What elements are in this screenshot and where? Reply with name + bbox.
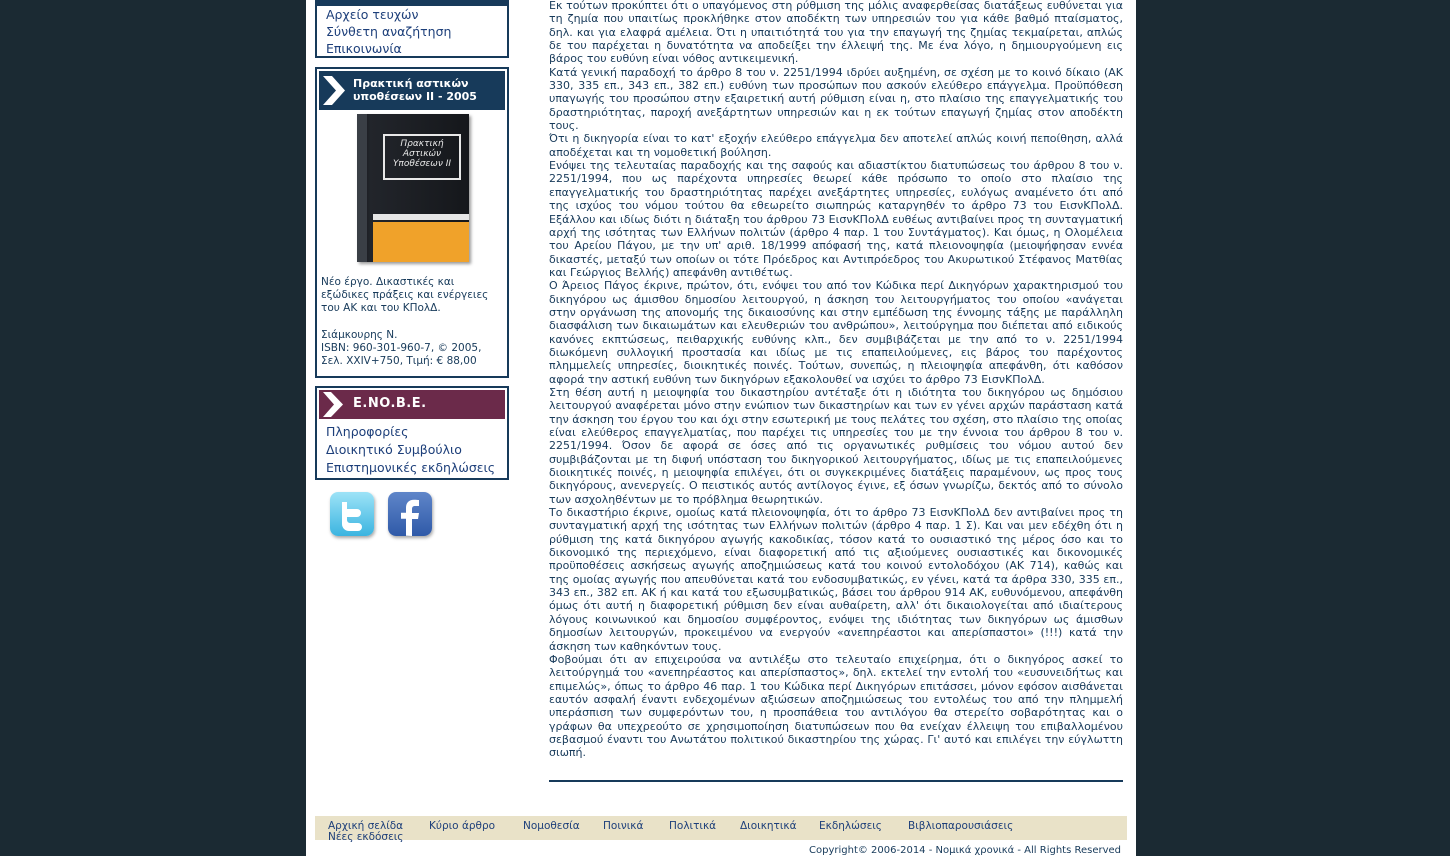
copyright-notice: Copyright© 2006-2014 - Νομικά χρονικά - All Rights Reserved (809, 845, 1122, 856)
footer-link-home[interactable]: Αρχική σελίδα (328, 820, 404, 832)
book-spine (357, 114, 367, 262)
menu-link-archive[interactable]: Αρχείο τευχών (326, 7, 419, 22)
enobe-banner[interactable] (319, 390, 505, 419)
footer-link-new-releases[interactable]: Νέες εκδόσεις (328, 831, 404, 843)
footer-link-main-article[interactable]: Κύριο άρθρο (429, 820, 496, 832)
footer-link-civil[interactable]: Πολιτικά (669, 820, 717, 832)
article-paragraph: Ότι η δικηγορία είναι το κατ' εξοχήν ελεύθερο επάγγελμα δεν αποτελεί απλώς κοινή πεποίθηση, αλλά αποδέχεται και τη νομοθετική βούληση. (549, 132, 1123, 159)
book-banner-line2: υποθέσεων ΙΙ - 2005 (353, 90, 477, 103)
article-paragraph: Στη θέση αυτή η μειοψηφία του δικαστηρίου αντέταξε ότι η ιδιότητα του δικηγόρου ως δημόσιου λειτουργού αναφέρεται μόνο στην ενώπιον των δικαστηρίων και των εν γένει αρχών παράσταση κατά την άσκηση του έργου του και όχι στην εσωτερική με τους πελάτες του σχέση, στο πλαίσιο της οποίας είναι ελεύθερος επαγγελματίας, που παρέχει τις υπηρεσίες του με την έννοια του άρθρου 8 του ν. 2251/1994. Όσον δε αφορά σε όσες από τις οργανωτικές ρυθμίσεις του νόμου αυτού δεν συμβιβάζονται με τη διφυή υπόσταση του δικηγορικού λειτουργήματος, ιδίως με τις επαπειλούμενες διοικητικές ποινές, η μειοψηφία επιλέγει, ότι οι συγκεκριμένες διατάξεις παραμένουν, ως προς τους δικηγόρους, ανενεργείς. Ο πειστικός αυτός αντίλογος έγινε, εξ όσων γνωρίζω, δεκτός από το σύνολο των ασχοληθέντων με το πρόβλημα θεωρητικών. (549, 385, 1123, 506)
book-promo-box (315, 67, 509, 378)
facebook-f-icon (388, 492, 432, 536)
footer-link-legislation[interactable]: Νομοθεσία (523, 820, 580, 832)
book-description: Νέο έργο. Δικαστικές και εξώδικες πράξεις και ενέργειες του ΑΚ και του ΚΠολΔ. (321, 276, 489, 314)
book-banner-title (353, 77, 477, 103)
archive-menu-box (315, 0, 509, 58)
chevron-right-icon (319, 71, 353, 110)
book-cover-title: Πρακτική Αστικών Υποθέσεων ΙΙ (383, 134, 461, 180)
footer-nav (315, 816, 1127, 843)
book-author: Σιάμκουρης Ν. (321, 329, 398, 341)
article-paragraph: Ενόψει της τελευταίας παραδοχής και της σαφούς και αδιαστίκτου διατυπώσεως του άρθρου 8 του ν. 2251/1994, που ως παρέχοντα υπηρεσίες θεωρεί κάθε πρόσωπο το οποίο στο πλαίσιο της επαγγελματικής του δραστηριότητας παρέχει ανεξάρτητες υπηρεσίες, ευλόγως αναμένετο ότι από της ισχύος του νόμου τούτου θα εθεωρείτο σιωπηρώς καταργηθέν το άρθρο 73 του ΕισνΚΠολΔ. Εξάλλου και ιδίως διότι η διάταξη του άρθρου 73 ΕισνΚΠολΔ ευθέως αντιβαίνει προς τη συνταγματική αρχή της ισότητας των Ελλήνων πολιτών (άρθρο 4 παρ. 1 του Συντάγματος). Και όμως, η Ολομέλεια του Αρείου Πάγου, με την υπ' αριθ. 18/1999 απόφασή της, κατά πλειονοψηφία (μειοψήφησαν εννέα δικαστές, μεταξύ των οποίων οι τότε Πρόεδρος και Αντιπρόεδρος του Ακυρωτικού Στέφανος Ματθίας και Γεώργιος Βελλής) απεφάνθη αντιθέτως. (549, 159, 1123, 279)
enobe-box (315, 386, 509, 480)
article-divider (549, 780, 1123, 782)
book-cover-band (373, 222, 469, 262)
enobe-title: E.NO.B.E. (353, 396, 427, 411)
footer-link-events[interactable]: Εκδηλώσεις (819, 820, 882, 832)
menu-link-contact[interactable]: Επικοινωνία (326, 41, 402, 56)
article-paragraph: Εκ τούτων προκύπτει ότι ο υπαγόμενος στη ρύθμιση της μόλις αναφερθείσας διατάξεως ευθύνεται για τη ζημία που υπαιτίως προκλήθηκε στον αποδέκτη των υπηρεσιών του για κάθε βαθμό πταίσματος, δηλ. και για ελαφρά αμέλεια. Ότι η υπαιτιότητά του για την επαγωγή της ζημίας τεκμαίρεται, απλώς δε του παρέχεται η δυνατότητα να αποδείξει την έλλειψή της. Με ένα λόγο, η δημιουργούμενη εις βάρος του ευθύνη είναι νόθος αντικειμενική. (549, 0, 1123, 66)
menu-link-advanced-search[interactable]: Σύνθετη αναζήτηση (326, 24, 452, 39)
article-paragraph: Φοβούμαι ότι αν επιχειρούσα να αντιλέξω στο τελευταίο επιχείρημα, ότι ο δικηγόρος ασκεί το λειτούργημά του «ανεπηρέαστος και απερίσπαστος», δηλ. εκτελεί την εντολή του «ευσυνειδήτως και επιμελώς», όπως το άρθρο 46 παρ. 1 του Κώδικα περί Δικηγόρων επιτάσσει, μόνον εφόσον αισθάνεται εαυτόν ασφαλή έναντι ενδεχομένων αξιώσεων αποζημιώσεως του εντολέως του από την πλημμελή υπεράσπιση των συμφερόντων του, η προσπάθεια του αντιλόγου θα στερείτο σοβαρότητας και ο γράφων θα υπεχρεούτο σε χρησιμοποίηση διατυπώσεων που θα ενείχαν έλλειψη του επιβαλλομένου σεβασμού έναντι του Ανωτάτου πολιτικού δικαστηρίου της χώρας. Γι' αυτό και επιλέγει την εύγλωττη σιωπή. (549, 652, 1123, 760)
enobe-link-board[interactable]: Διοικητικό Συμβούλιο (326, 442, 462, 457)
twitter-icon[interactable] (330, 492, 374, 536)
book-banner-line1: Πρακτική αστικών (353, 77, 469, 90)
twitter-bird-icon (330, 492, 374, 536)
article-paragraph: Κατά γενική παραδοχή το άρθρο 8 του ν. 2251/1994 ιδρύει αυξημένη, σε σχέση με το κοινό δίκαιο (ΑΚ 330, 335 επ., 343 επ., 382 επ.) ευθύνη των προσώπων που ασκούν ελεύθερο επάγγελμα. Προϋπόθεση υπαγωγής του προσώπου στην εξαιρετική αυτή ρύθμιση είναι η, στο πλαίσιο της επαγγελματικής του δραστηριότητας, παροχή ανεξάρτητων υπηρεσιών και η εκ τούτων επαγωγή ζημίας στον αποδέκτη τους. (549, 65, 1123, 133)
chevron-right-icon (319, 390, 353, 419)
facebook-icon[interactable] (388, 492, 432, 536)
book-details: ISBN: 960-301-960-7, © 2005, Σελ. XXIV+750, Τιμή: € 88,00 (321, 342, 482, 367)
footer-link-administrative[interactable]: Διοικητικά (740, 820, 797, 832)
book-cover-stripe (373, 214, 469, 220)
book-banner[interactable] (319, 71, 505, 110)
article-paragraph: Ο Άρειος Πάγος έκρινε, πρώτον, ότι, ενόψει του από τον Κώδικα περί Δικηγόρων χαρακτηρισμού του δικηγόρου ως άμισθου δημοσίου λειτουργού, η άσκηση του λειτουργήματος του οποίου «ανάγεται στην οργάνωση της απονομής της δικαιοσύνης και στην εμπέδωση της έννομης τάξης με παράλληλη διασφάλιση των δικαιωμάτων και ελευθεριών του ανθρώπου», λειτούργημα που διέπεται από ειδικούς κανόνες εκπτώσεως, πειθαρχικής ευθύνης κλπ., δεν συμβιβάζεται με την από το ν. 2251/1994 διωκόμενη συλλογική προστασία και ιδίως με τις επαπειλούμενες, εις βάρος του παρέχοντος πλημμελείς υπηρεσίες, διοικητικές ποινές. Τούτων, συνεπώς, η πλειοψηφία απεφάνθη, ότι καθόσον αφορά την αστική ευθύνη των δικηγόρων εξακολουθεί να ισχύει το άρθρο 73 ΕισνΚΠολΔ. (549, 279, 1123, 386)
book-cover-image[interactable] (357, 114, 469, 262)
footer-link-book-reviews[interactable]: Βιβλιοπαρουσιάσεις (908, 820, 1014, 832)
article-body (549, 0, 1123, 760)
footer-link-criminal[interactable]: Ποινικά (603, 820, 644, 832)
article-paragraph: Το δικαστήριο έκρινε, ομοίως κατά πλειονοψηφία, ότι το άρθρο 73 ΕισνΚΠολΔ δεν αντιβαίνει προς τη συνταγματική αρχή της ισότητας των Ελλήνων πολιτών (άρθρο 4 παρ. 1 Σ). Και ναι μεν εδέχθη ότι η ρύθμιση της κατά δικηγόρου αγωγής κακοδικίας, τόσον κατά το ουσιαστικό της μέρος όσο και το δικονομικό της περιεχόμενο, είναι διαφορετική από τις αξιούμενες ουσιαστικές και δικονομικές προϋποθέσεις ασκήσεως αγωγής αποζημιώσεως κατά του κοινού εντολοδόχου (ΑΚ 714), καθώς και της ομοίας αγωγής που απευθύνεται κατά του ενδοσυμβατικώς, εν γένει, κατά τα άρθρα 330, 335 επ., 343 επ., 382 επ. ΑΚ ή και κατά του εξωσυμβατικώς, βάσει του άρθρου 914 ΑΚ, ευθυνόμενου, απεφάνθη όμως ότι αυτή η διαφορετική ρύθμιση δεν είναι αυθαίρετη, αλλ' ότι δικαιολογείται από ιδιαίτερους λόγους κοινωνικού και δημοσίου συμφέροντος, ενόψει της ιδιότητας των δικηγόρων ως άμισθων δημοσίων λειτουργών, προκειμένου να ενεργούν «ανεπηρέαστοι και απερίσπαστοι» (!!!) κατά την άσκηση των καθηκόντων τους. (549, 506, 1123, 653)
page (306, 0, 1136, 856)
enobe-link-info[interactable]: Πληροφορίες (326, 424, 409, 439)
enobe-link-events[interactable]: Επιστημονικές εκδηλώσεις (326, 460, 496, 475)
